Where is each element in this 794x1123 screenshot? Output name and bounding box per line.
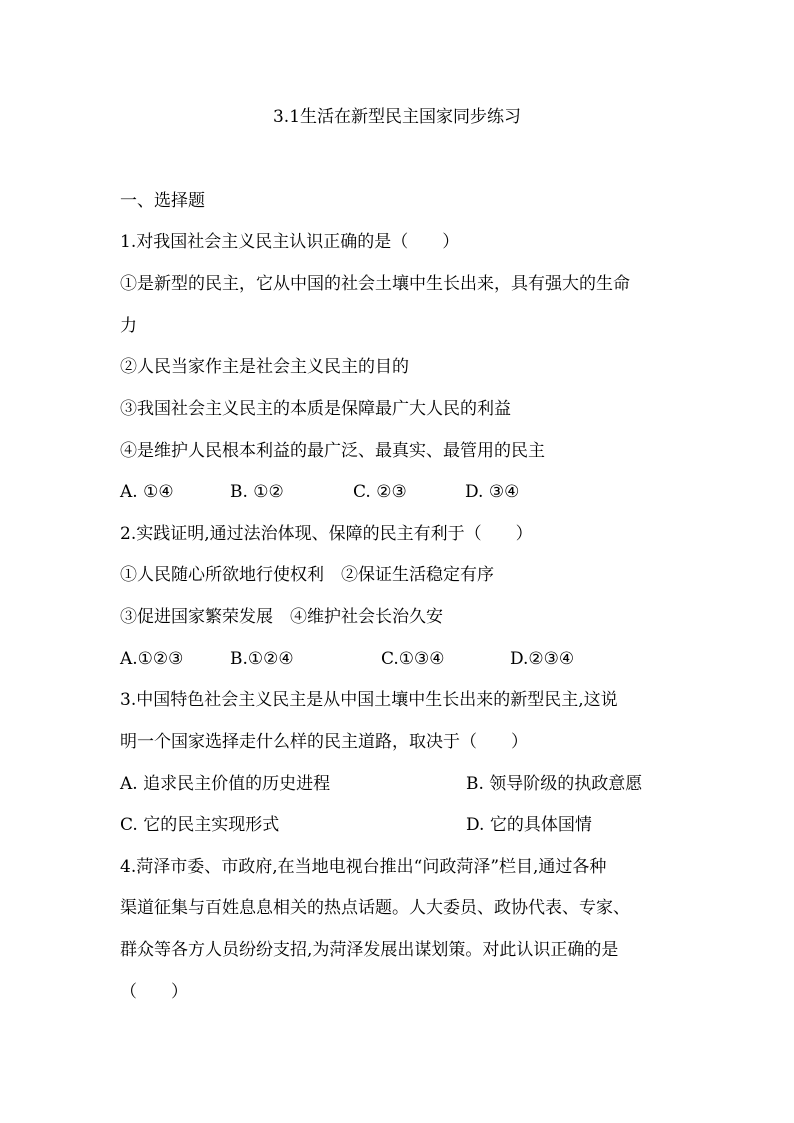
question-2-statements-row-2: ③促进国家繁荣发展 ④维护社会长治久安 [120,607,443,627]
question-1-statement-3: ③我国社会主义民主的本质是保障最广大人民的利益 [120,399,511,419]
option-b: B.①②④ [230,649,294,669]
question-1-statement-4: ④是维护人民根本利益的最广泛、最真实、最管用的民主 [120,441,545,461]
question-3-stem-line-2: 明一个国家选择走什么样的民主道路，取决于（ ） [120,732,528,752]
question-2-statements-row-1: ①人民随心所欲地行使权利 ②保证生活稳定有序 [120,565,494,585]
option-d: D. 它的具体国情 [466,815,592,835]
section-heading: 一、选择题 [120,191,205,211]
option-b: B. 领导阶级的执政意愿 [466,774,643,794]
question-1-statement-1-cont: 力 [120,316,137,336]
option-d: D. ③④ [465,482,520,502]
option-a: A. ①④ [120,482,174,502]
option-c: C. 它的民主实现形式 [120,815,280,835]
question-4-stem-line-3: 群众等各方人员纷纷支招,为菏泽发展出谋划策。对此认识正确的是 [120,940,619,960]
option-c: C.①③④ [381,649,445,669]
page-title: 3.1生活在新型民主国家同步练习 [272,107,522,127]
question-1-statement-1: ①是新型的民主，它从中国的社会土壤中生长出来，具有强大的生命 [120,274,630,294]
question-4-stem-line-1: 4.菏泽市委、市政府,在当地电视台推出“问政菏泽”栏目,通过各种 [120,857,607,877]
option-c: C. ②③ [353,482,407,502]
option-d: D.②③④ [510,649,575,669]
question-2-stem: 2.实践证明,通过法治体现、保障的民主有利于（ ） [120,524,533,544]
option-a: A.①②③ [120,649,184,669]
question-4-stem-line-2: 渠道征集与百姓息息相关的热点话题。人大委员、政协代表、专家、 [120,898,630,918]
option-a: A. 追求民主价值的历史进程 [120,774,331,794]
question-4-stem-line-4: （ ） [120,982,188,1002]
question-3-stem-line-1: 3.中国特色社会主义民主是从中国土壤中生长出来的新型民主,这说 [120,690,618,710]
question-1-statement-2: ②人民当家作主是社会主义民主的目的 [120,357,409,377]
question-1-stem: 1.对我国社会主义民主认识正确的是（ ） [120,232,460,252]
option-b: B. ①② [230,482,284,502]
